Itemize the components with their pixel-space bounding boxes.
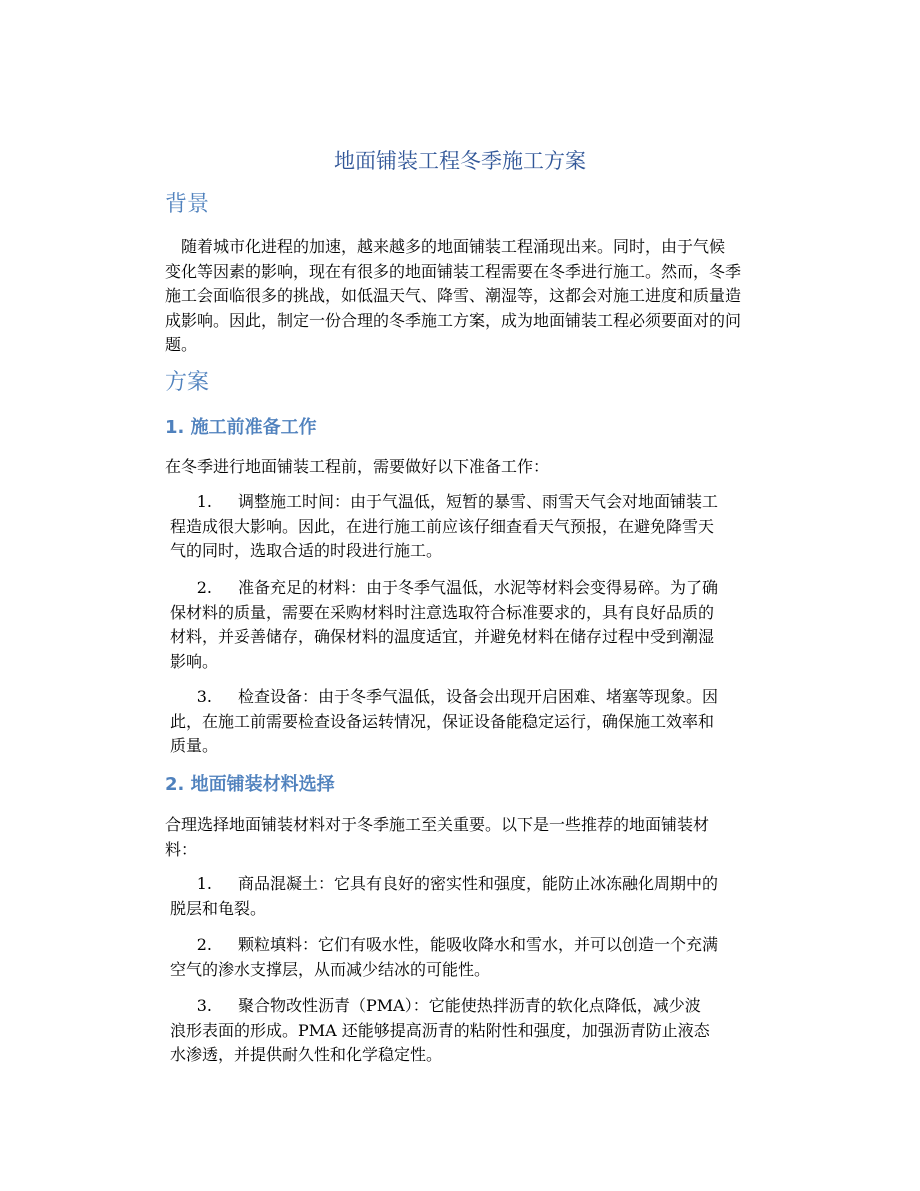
list-item [170,576,787,674]
list-line: 聚合物改性沥青（PMA）：它能使热拌沥青的软化点降低，减少波 [238,996,701,1015]
list-line: 程造成很大影响。因此，在进行施工前应该仔细查看天气预报，在避免降雪天 [170,516,715,536]
list-number: 2. [196,578,212,597]
list-line: 调整施工时间：由于气温低，短暂的暴雪、雨雪天气会对地面铺装工 [238,492,719,511]
paragraph-line: 施工会面临很多的挑战，如低温天气、降雪、潮湿等，这都会对施工进度和质量造 [165,286,742,305]
list-item [170,490,787,564]
list-line: 检查设备：由于冬季气温低，设备会出现开启困难、堵塞等现象。因 [238,687,719,706]
list-line: 此，在施工前需要检查设备运转情况，保证设备能稳定运行，确保施工效率和 [170,711,715,731]
heading-background: 背景 [165,192,210,217]
list-item [170,685,787,759]
paragraph-line: 题。 [165,335,198,354]
list-number: 3. [196,996,212,1015]
list-line: 质量。 [170,736,219,755]
list-number: 1. [196,492,212,511]
subheading-preparation: 1. 施工前准备工作 [165,417,317,438]
paragraph-line: 随着城市化进程的加速，越来越多的地面铺装工程涌现出来。同时，由于气候 [165,237,726,256]
list-line: 空气的渗水支撑层，从而减少结冰的可能性。 [170,959,491,979]
list-line: 影响。 [170,651,219,671]
list-line: 准备充足的材料：由于冬季气温低，水泥等材料会变得易碎。为了确 [238,578,719,597]
list-line: 脱层和龟裂。 [170,898,267,918]
list-number: 1. [196,874,212,893]
list-line: 商品混凝土：它具有良好的密实性和强度，能防止冰冻融化周期中的 [238,874,719,893]
preparation-intro: 在冬季进行地面铺装工程前，需要做好以下准备工作： [165,457,550,476]
list-number: 2. [196,935,212,954]
list-item [170,933,787,982]
heading-plan: 方案 [165,370,210,395]
materials-intro [165,813,785,862]
subheading-materials: 2. 地面铺装材料选择 [165,774,335,795]
list-line: 颗粒填料：它们有吸水性，能吸收降水和雪水，并可以创造一个充满 [238,935,719,954]
paragraph-line: 料： [165,839,198,859]
list-line: 浪形表面的形成。PMA 还能够提高沥青的粘附性和强度，加强沥青防止液态 [170,1020,710,1040]
paragraph-line: 成影响。因此，制定一份合理的冬季施工方案，成为地面铺装工程必须要面对的问 [165,310,742,330]
list-item [170,872,787,921]
list-item [170,994,787,1068]
list-line: 水渗透，并提供耐久性和化学稳定性。 [170,1045,443,1064]
paragraph-line: 合理选择地面铺装材料对于冬季施工至关重要。以下是一些推荐的地面铺装材 [165,815,710,834]
list-line: 保材料的质量，需要在采购材料时注意选取符合标准要求的，具有良好品质的 [170,602,715,622]
list-line: 材料，并妥善储存，确保材料的温度适宜，并避免材料在储存过程中受到潮湿 [170,627,715,646]
document-title: 地面铺装工程冬季施工方案 [334,149,586,173]
paragraph-line: 变化等因素的影响，现在有很多的地面铺装工程需要在冬季进行施工。然而，冬季 [165,261,742,281]
list-number: 3. [196,687,212,706]
list-line: 气的同时，选取合适的时段进行施工。 [170,541,443,560]
background-paragraph [165,235,785,358]
